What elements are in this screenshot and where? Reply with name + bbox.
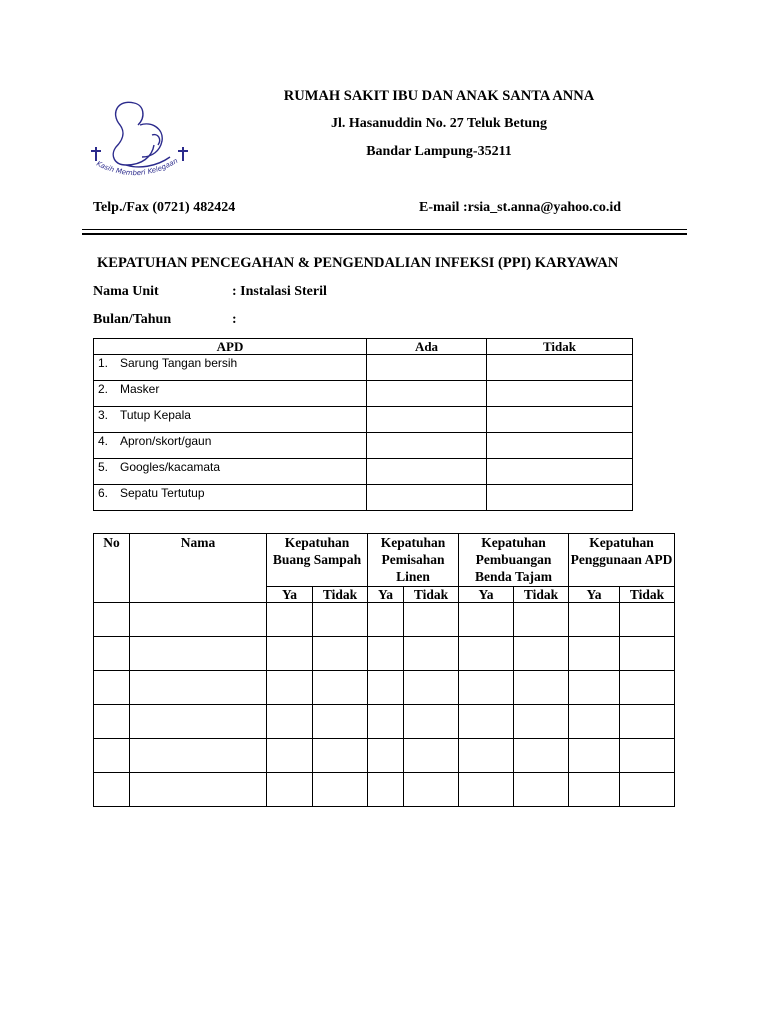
pemisahan-linen-tidak-cell[interactable]: [404, 705, 459, 739]
table-row: [94, 637, 675, 671]
name-cell-cell[interactable]: [130, 603, 267, 637]
apd-checklist-table: [93, 338, 633, 511]
compliance-table-body: [94, 603, 675, 807]
buang-sampah-tidak-cell[interactable]: [313, 637, 368, 671]
table-row: [94, 603, 675, 637]
table-row: [94, 705, 675, 739]
ada-cell[interactable]: [367, 407, 487, 433]
header-divider-thin: [82, 229, 687, 230]
apd-item: [94, 485, 367, 511]
benda-tajam-tidak-cell[interactable]: [514, 739, 569, 773]
email-address: E-mail :rsia_st.anna@yahoo.co.id: [419, 200, 622, 215]
ya-header: Ya: [459, 587, 514, 603]
benda-tajam-ya-cell[interactable]: [459, 705, 514, 739]
item-label: Googles/kacamata: [120, 460, 221, 474]
buang-sampah-tidak-cell[interactable]: [313, 671, 368, 705]
item-label: Sepatu Tertutup: [120, 486, 205, 500]
penggunaan-apd-ya-cell[interactable]: [569, 773, 620, 807]
item-number: 1.: [98, 356, 109, 370]
benda-tajam-ya-cell[interactable]: [459, 671, 514, 705]
logo-motto: Kasih Memberi Kelegaan: [95, 156, 180, 178]
item-number: 3.: [98, 408, 109, 422]
ada-header: Ada: [367, 339, 487, 355]
tidak-cell[interactable]: [487, 407, 633, 433]
buang-sampah-tidak-cell[interactable]: [313, 739, 368, 773]
buang-sampah-ya-cell[interactable]: [267, 705, 313, 739]
group-header-penggunaan-apd: Kepatuhan Penggunaan APD: [569, 534, 675, 587]
benda-tajam-tidak-cell[interactable]: [514, 705, 569, 739]
no-cell-cell[interactable]: [94, 603, 130, 637]
buang-sampah-ya-cell[interactable]: [267, 637, 313, 671]
item-number: 5.: [98, 460, 109, 474]
ada-cell[interactable]: [367, 433, 487, 459]
ada-cell[interactable]: [367, 381, 487, 407]
hospital-logo: [82, 95, 200, 187]
apd-item: [94, 433, 367, 459]
tidak-header: Tidak: [620, 587, 675, 603]
penggunaan-apd-tidak-cell[interactable]: [620, 773, 675, 807]
item-label: Tutup Kepala: [120, 408, 191, 422]
item-label: Masker: [120, 382, 160, 396]
table-row: [94, 381, 633, 407]
ada-cell[interactable]: [367, 459, 487, 485]
table-row: [94, 407, 633, 433]
benda-tajam-tidak-cell[interactable]: [514, 671, 569, 705]
apd-item: [94, 407, 367, 433]
apd-item: [94, 381, 367, 407]
tidak-cell[interactable]: [487, 381, 633, 407]
tidak-cell[interactable]: [487, 485, 633, 511]
pemisahan-linen-tidak-cell[interactable]: [404, 603, 459, 637]
table-row: [94, 739, 675, 773]
pemisahan-linen-ya-cell[interactable]: [368, 637, 404, 671]
pemisahan-linen-ya-cell[interactable]: [368, 705, 404, 739]
group-header-buang-sampah: Kepatuhan Buang Sampah: [267, 534, 368, 587]
header-divider-thick: [82, 233, 687, 235]
period-label: Bulan/Tahun: [93, 312, 172, 327]
no-header: No: [94, 534, 130, 603]
benda-tajam-tidak-cell[interactable]: [514, 603, 569, 637]
period-value: :: [232, 312, 237, 327]
ada-cell[interactable]: [367, 485, 487, 511]
table-row: [94, 773, 675, 807]
penggunaan-apd-tidak-cell[interactable]: [620, 603, 675, 637]
name-cell-cell[interactable]: [130, 671, 267, 705]
name-cell-cell[interactable]: [130, 773, 267, 807]
compliance-table: [93, 533, 675, 807]
no-cell-cell[interactable]: [94, 637, 130, 671]
table-row: [94, 433, 633, 459]
table-row: [94, 355, 633, 381]
ada-cell[interactable]: [367, 355, 487, 381]
unit-label: Nama Unit: [93, 284, 159, 299]
apd-item: [94, 459, 367, 485]
tidak-header: Tidak: [404, 587, 459, 603]
pemisahan-linen-ya-cell[interactable]: [368, 773, 404, 807]
pemisahan-linen-tidak-cell[interactable]: [404, 739, 459, 773]
item-label: Sarung Tangan bersih: [120, 356, 238, 370]
penggunaan-apd-tidak-cell[interactable]: [620, 739, 675, 773]
ya-header: Ya: [267, 587, 313, 603]
penggunaan-apd-ya-cell[interactable]: [569, 603, 620, 637]
no-cell-cell[interactable]: [94, 705, 130, 739]
pemisahan-linen-tidak-cell[interactable]: [404, 773, 459, 807]
penggunaan-apd-ya-cell[interactable]: [569, 739, 620, 773]
table-row: [94, 459, 633, 485]
item-label: Apron/skort/gaun: [120, 434, 212, 448]
benda-tajam-ya-cell[interactable]: [459, 773, 514, 807]
name-header: Nama: [130, 534, 267, 603]
apd-item: [94, 355, 367, 381]
no-cell-cell[interactable]: [94, 739, 130, 773]
ya-header: Ya: [368, 587, 404, 603]
pemisahan-linen-ya-cell[interactable]: [368, 671, 404, 705]
group-header-pemisahan-linen: Kepatuhan Pemisahan Linen: [368, 534, 459, 587]
tidak-cell[interactable]: [487, 459, 633, 485]
penggunaan-apd-tidak-cell[interactable]: [620, 705, 675, 739]
no-cell-cell[interactable]: [94, 671, 130, 705]
pemisahan-linen-ya-cell[interactable]: [368, 739, 404, 773]
penggunaan-apd-ya-cell[interactable]: [569, 637, 620, 671]
item-number: 6.: [98, 486, 109, 500]
item-number: 4.: [98, 434, 109, 448]
benda-tajam-ya-cell[interactable]: [459, 637, 514, 671]
phone-fax: Telp./Fax (0721) 482424: [93, 200, 236, 215]
pemisahan-linen-ya-cell[interactable]: [368, 603, 404, 637]
buang-sampah-tidak-cell[interactable]: [313, 773, 368, 807]
ya-header: Ya: [569, 587, 620, 603]
group-header-benda-tajam: Kepatuhan Pembuangan Benda Tajam: [459, 534, 569, 587]
unit-value: : Instalasi Steril: [232, 284, 327, 299]
penggunaan-apd-tidak-cell[interactable]: [620, 637, 675, 671]
hospital-name: RUMAH SAKIT IBU DAN ANAK SANTA ANNA: [283, 88, 595, 104]
tidak-cell[interactable]: [487, 355, 633, 381]
apd-header: APD: [94, 339, 367, 355]
item-number: 2.: [98, 382, 109, 396]
pemisahan-linen-tidak-cell[interactable]: [404, 637, 459, 671]
penggunaan-apd-ya-cell[interactable]: [569, 671, 620, 705]
benda-tajam-ya-cell[interactable]: [459, 603, 514, 637]
table-row: [94, 671, 675, 705]
document-title: KEPATUHAN PENCEGAHAN & PENGENDALIAN INFEKSI (PPI) KARYAWAN: [97, 255, 619, 271]
table-row: [94, 485, 633, 511]
hospital-address: Jl. Hasanuddin No. 27 Teluk Betung: [331, 116, 547, 131]
benda-tajam-tidak-cell[interactable]: [514, 637, 569, 671]
hospital-city: Bandar Lampung-35211: [366, 144, 512, 159]
buang-sampah-tidak-cell[interactable]: [313, 603, 368, 637]
buang-sampah-ya-cell[interactable]: [267, 671, 313, 705]
penggunaan-apd-tidak-cell[interactable]: [620, 671, 675, 705]
name-cell-cell[interactable]: [130, 637, 267, 671]
tidak-header: Tidak: [487, 339, 633, 355]
buang-sampah-ya-cell[interactable]: [267, 603, 313, 637]
buang-sampah-ya-cell[interactable]: [267, 739, 313, 773]
buang-sampah-ya-cell[interactable]: [267, 773, 313, 807]
tidak-cell[interactable]: [487, 433, 633, 459]
name-cell-cell[interactable]: [130, 705, 267, 739]
buang-sampah-tidak-cell[interactable]: [313, 705, 368, 739]
name-cell-cell[interactable]: [130, 739, 267, 773]
pemisahan-linen-tidak-cell[interactable]: [404, 671, 459, 705]
penggunaan-apd-ya-cell[interactable]: [569, 705, 620, 739]
tidak-header: Tidak: [514, 587, 569, 603]
benda-tajam-ya-cell[interactable]: [459, 739, 514, 773]
benda-tajam-tidak-cell[interactable]: [514, 773, 569, 807]
tidak-header: Tidak: [313, 587, 368, 603]
no-cell-cell[interactable]: [94, 773, 130, 807]
